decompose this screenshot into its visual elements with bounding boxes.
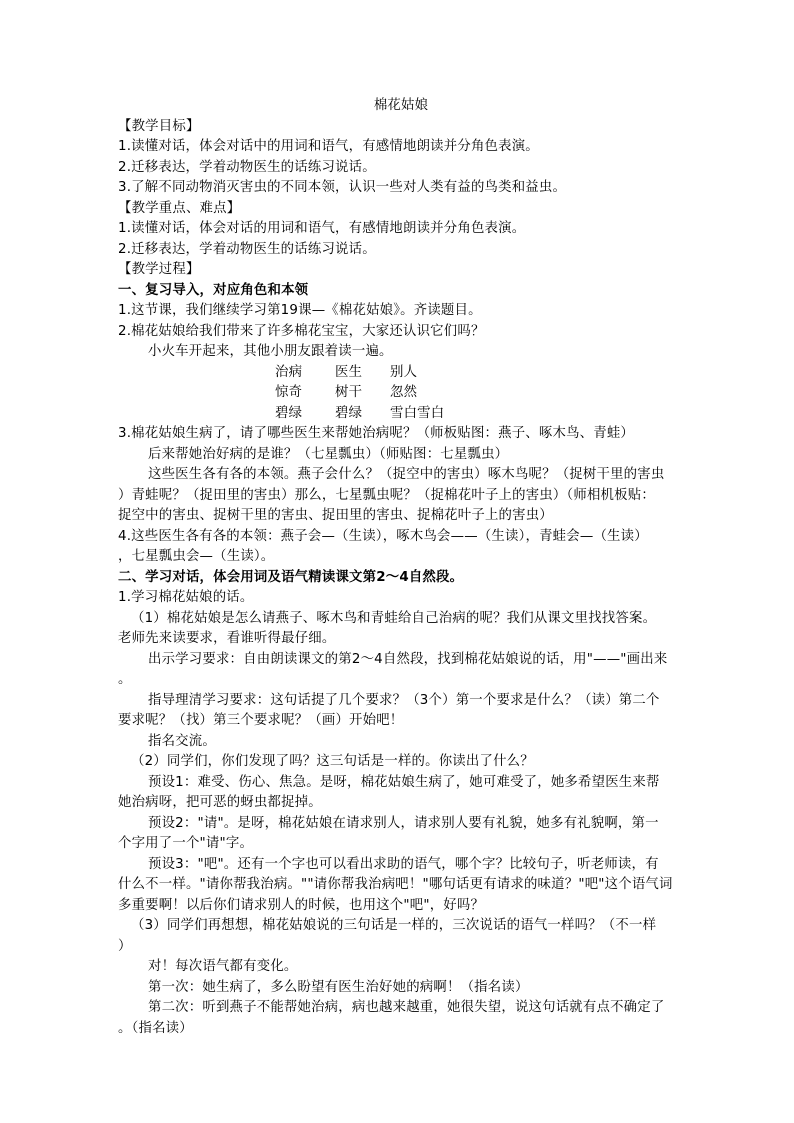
paragraph-line: ，七星瓢虫会—（生读）。 xyxy=(118,549,275,564)
paragraph-line: 什么不一样。"请你帮我治病。""请你帮我治病吧！"哪句话更有请求的味道？"吧"这个语气词 xyxy=(118,877,673,892)
word-item: 别人 xyxy=(390,364,418,380)
paragraph-line: 3.棉花姑娘生病了，请了哪些医生来帮她治病呢？（师板贴图：燕子、啄木鸟、青蛙） xyxy=(118,426,635,441)
paragraph-line: 1.学习棉花姑娘的话。 xyxy=(118,590,254,605)
paragraph-line: 要求呢？（找）第三个要求呢？（画）开始吧！ xyxy=(118,713,404,728)
paragraph-line: 后来帮她治好病的是谁？（七星瓢虫）（师贴图：七星瓢虫） xyxy=(148,446,509,462)
paragraph-line: ） xyxy=(118,938,132,954)
paragraph-line: 多重要啊！以后你们请求别人的时候，也用这个"吧"，好吗？ xyxy=(118,897,485,913)
paragraph-line: 1.这节课，我们继续学习第19课—《棉花姑娘》。齐读题目。 xyxy=(118,303,482,318)
paragraph-line: 预设1：难受、伤心、焦急。是呀，棉花姑娘生病了，她可难受了，她多希望医生来帮 xyxy=(148,774,660,790)
paragraph-line: 老师先来读要求，看谁听得最仔细。 xyxy=(118,631,336,646)
paragraph-line: 4.这些医生各有各的本领：燕子会—（生读），啄木鸟会——（生读），青蛙会—（生读） xyxy=(118,528,648,544)
section-heading: 【教学重点、难点】 xyxy=(118,200,241,216)
paragraph-line: 出示学习要求：自由朗读课文的第2～4自然段，找到棉花姑娘说的话，用"——"画出来 xyxy=(148,651,668,667)
word-row xyxy=(118,383,678,404)
section-heading: 【教学过程】 xyxy=(118,262,200,277)
paragraph-line: ）青蛙呢？（捉田里的害虫）那么，七星瓢虫呢？（捉棉花叶子上的害虫）（师相机板贴： xyxy=(118,487,655,503)
word-item: 忽然 xyxy=(390,385,418,400)
paragraph-line: 她治病呀，把可恶的蚜虫都捉掉。 xyxy=(118,795,322,810)
paragraph-line: 2.迁移表达，学着动物医生的话练习说话。 xyxy=(118,241,376,257)
word-item: 碧绿 xyxy=(275,405,303,421)
part-heading: 一、复习导入，对应角色和本领 xyxy=(118,282,309,298)
paragraph-line: 指名交流。 xyxy=(148,733,216,749)
paragraph-line: 小火车开起来，其他小朋友跟着读一遍。 xyxy=(148,344,393,359)
paragraph-line: 。 xyxy=(118,672,132,687)
paragraph-line: 。（指名读） xyxy=(118,1020,193,1036)
word-item: 医生 xyxy=(335,364,363,380)
paragraph-line: 第二次：听到燕子不能帮她治病，病也越来越重，她很失望，说这句话就有点不确定了 xyxy=(148,1000,665,1015)
paragraph-line: 这些医生各有各的本领。燕子会什么？（捉空中的害虫）啄木鸟呢？（捉树干里的害虫 xyxy=(148,467,665,482)
word-item: 治病 xyxy=(275,364,303,380)
document-page xyxy=(118,96,678,1039)
paragraph-line: （1）棉花姑娘是怎么请燕子、啄木鸟和青蛙给自己治病的呢？我们从课文里找找答案。 xyxy=(131,610,657,626)
word-item: 碧绿 xyxy=(335,405,363,421)
paragraph-line: 3.了解不同动物消灭害虫的不同本领，认识一些对人类有益的鸟类和益虫。 xyxy=(118,180,567,195)
document-title: 棉花姑娘 xyxy=(373,98,429,113)
word-row xyxy=(118,363,678,384)
word-item: 雪白雪白 xyxy=(390,405,445,421)
word-row xyxy=(118,404,678,425)
part-heading: 二、学习对话，体会用词及语气精读课文第2～4自然段。 xyxy=(118,569,464,585)
paragraph-line: 2.迁移表达，学着动物医生的话练习说话。 xyxy=(118,159,376,175)
paragraph-line: 2.棉花姑娘给我们带来了许多棉花宝宝，大家还认识它们吗？ xyxy=(118,323,485,339)
paragraph-line: 对！每次语气都有变化。 xyxy=(148,959,298,974)
word-item: 树干 xyxy=(335,385,363,400)
paragraph-line: 第一次：她生病了，多么盼望有医生治好她的病啊！（指名读） xyxy=(148,979,529,995)
paragraph-line: 指导理清学习要求：这句话提了几个要求？（3个）第一个要求是什么？（读）第二个 xyxy=(148,692,660,708)
paragraph-line: 捉空中的害虫、捉树干里的害虫、捉田里的害虫、捉棉花叶子上的害虫） xyxy=(118,508,553,523)
paragraph-line: 预设3："吧"。还有一个字也可以看出求助的语气，哪个字？比较句子，听老师读，有 xyxy=(148,856,659,872)
word-item: 惊奇 xyxy=(275,385,303,400)
section-heading: 【教学目标】 xyxy=(118,118,200,134)
paragraph-line: 个字用了一个"请"字。 xyxy=(118,836,254,851)
paragraph-line: （2）同学们，你们发现了吗？这三句话是一样的。你读出了什么？ xyxy=(131,754,534,769)
paragraph-line: （3）同学们再想想，棉花姑娘说的三句话是一样的，三次说话的语气一样吗？（不一样 xyxy=(131,918,657,933)
paragraph-line: 预设2："请"。是呀，棉花姑娘在请求别人，请求别人要有礼貌，她多有礼貌啊，第一 xyxy=(148,815,659,831)
paragraph-line: 1.读懂对话，体会对话的用词和语气，有感情地朗读并分角色表演。 xyxy=(118,221,526,236)
paragraph-line: 1.读懂对话，体会对话中的用词和语气，有感情地朗读并分角色表演。 xyxy=(118,139,539,154)
